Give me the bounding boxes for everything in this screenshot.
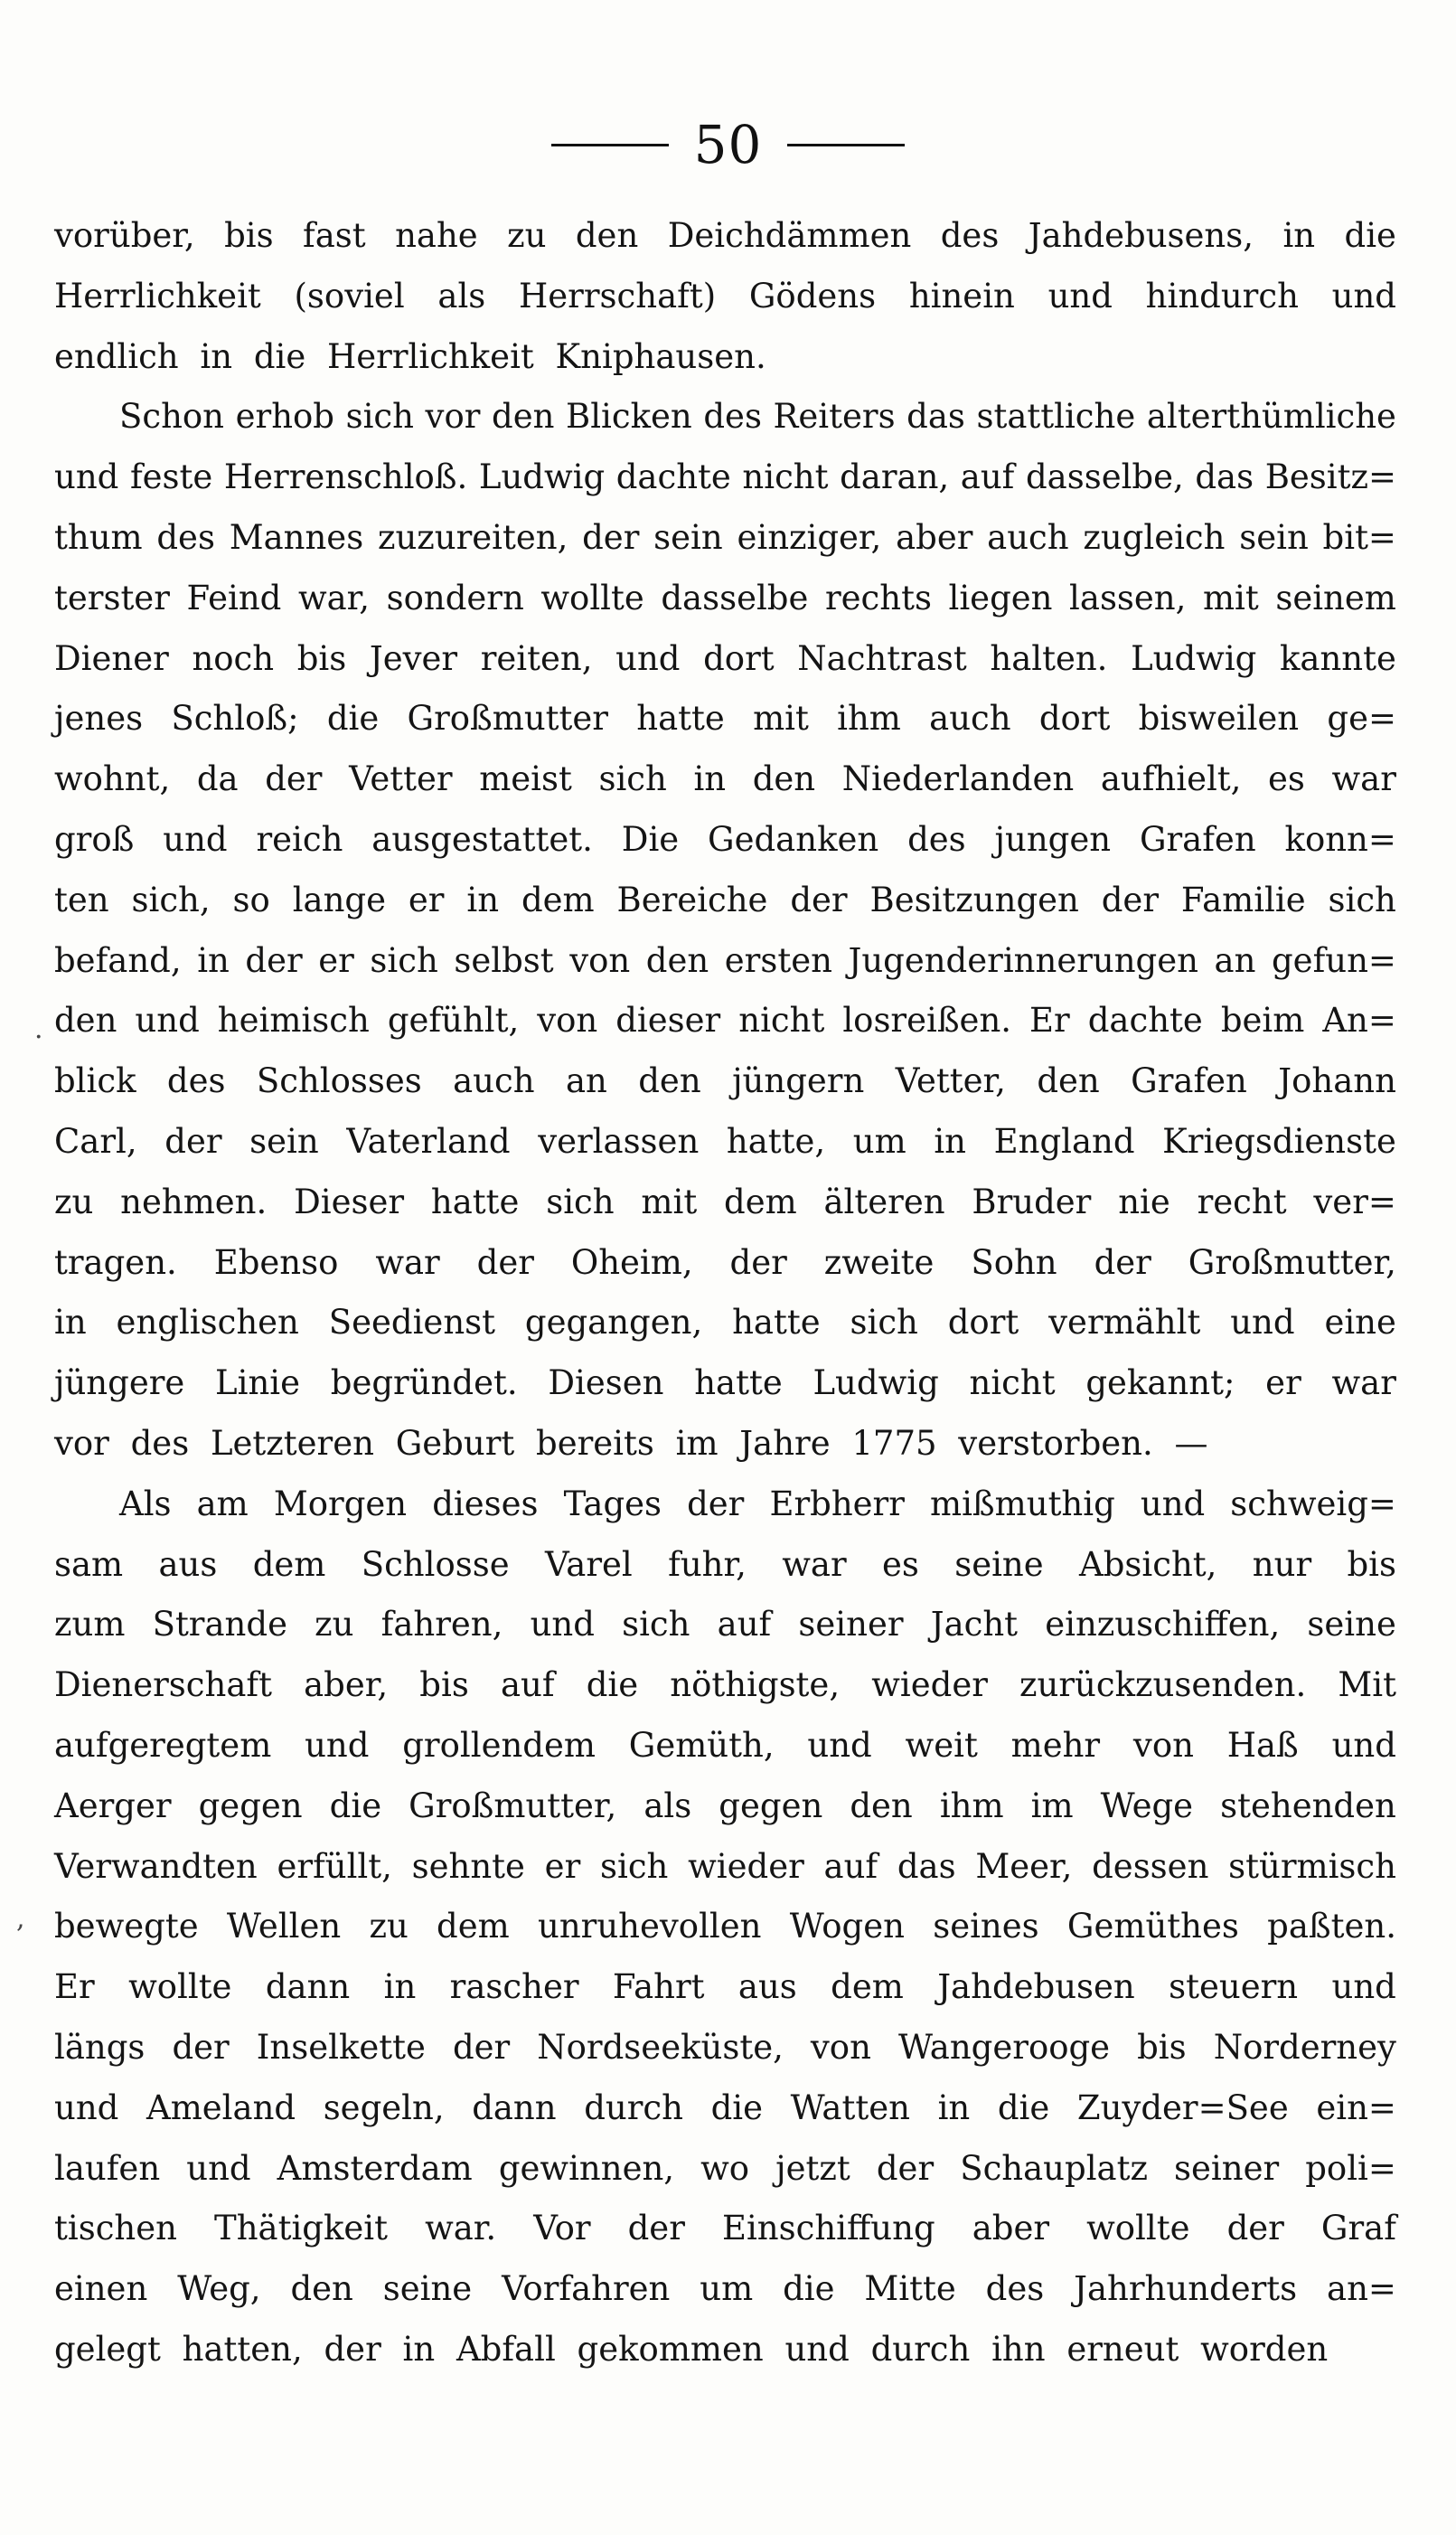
text-line: Schon erhob sich vor den Blicken des Reiters das stattliche alterthümliche bbox=[119, 397, 1396, 437]
text-line: thum des Mannes zuzureiten, der sein einziger, aber auch zugleich sein bit= bbox=[54, 517, 1396, 557]
text-line: groß und reich ausgestattet. Die Gedanken des jungen Grafen konn= bbox=[54, 819, 1396, 859]
text-line: jenes Schloß; die Großmutter hatte mit ihm auch dort bisweilen ge= bbox=[54, 699, 1396, 739]
header-rule-left bbox=[551, 144, 669, 146]
text-line: zum Strande zu fahren, und sich auf seiner Jacht einzuschiffen, seine bbox=[54, 1605, 1396, 1644]
text-line: vorüber, bis fast nahe zu den Deichdämmen des Jahdebusens, in die bbox=[54, 216, 1396, 255]
text-line: ten sich, so lange er in dem Bereiche der Besitzungen der Familie sich bbox=[54, 880, 1396, 919]
text-line: gelegt hatten, der in Abfall gekommen und durch ihn erneut worden bbox=[54, 2329, 1329, 2369]
text-line: und Ameland segeln, dann durch die Watten in die Zuyder=See ein= bbox=[54, 2087, 1396, 2127]
text-line: tischen Thätigkeit war. Vor der Einschiffung aber wollte der Graf bbox=[54, 2209, 1396, 2248]
text-line: jüngere Linie begründet. Diesen hatte Ludwig nicht gekannt; er war bbox=[54, 1363, 1396, 1403]
text-line: terster Feind war, sondern wollte dasselbe rechts liegen lassen, mit seinem bbox=[54, 578, 1396, 617]
text-line: Als am Morgen dieses Tages der Erbherr mißmuthig und schweig= bbox=[119, 1484, 1396, 1523]
text-line: tragen. Ebenso war der Oheim, der zweite Sohn der Großmutter, bbox=[54, 1242, 1396, 1282]
text-line: einen Weg, den seine Vorfahren um die Mitte des Jahrhunderts an= bbox=[54, 2269, 1396, 2309]
text-line: Herrlichkeit (soviel als Herrschaft) Gödens hinein und hindurch und bbox=[54, 276, 1396, 316]
text-line: Dienerschaft aber, bis auf die nöthigste, wieder zurückzusenden. Mit bbox=[54, 1665, 1396, 1705]
text-line: Er wollte dann in rascher Fahrt aus dem Jahdebusen steuern und bbox=[54, 1967, 1396, 2007]
text-line: endlich in die Herrlichkeit Kniphausen. bbox=[54, 336, 766, 376]
text-line: den und heimisch gefühlt, von dieser nicht losreißen. Er dachte beim An= bbox=[54, 1001, 1396, 1041]
text-line: wohnt, da der Vetter meist sich in den Niederlanden aufhielt, es war bbox=[54, 759, 1396, 799]
text-line: Diener noch bis Jever reiten, und dort Nachtrast halten. Ludwig kannte bbox=[54, 638, 1396, 678]
text-line: Carl, der sein Vaterland verlassen hatte, um in England Kriegsdienste bbox=[54, 1121, 1396, 1161]
text-line: vor des Letzteren Geburt bereits im Jahre 1775 verstorben. — bbox=[54, 1423, 1208, 1463]
body-text bbox=[54, 206, 1396, 2380]
text-line: in englischen Seedienst gegangen, hatte sich dort vermählt und eine bbox=[54, 1303, 1396, 1343]
text-line: Verwandten erfüllt, sehnte er sich wieder auf das Meer, dessen stürmisch bbox=[54, 1846, 1396, 1886]
margin-comma-mark: , bbox=[16, 1903, 25, 1935]
text-line: Aerger gegen die Großmutter, als gegen den ihm im Wege stehenden bbox=[54, 1786, 1396, 1825]
text-line: befand, in der er sich selbst von den ersten Jugenderinnerungen an gefun= bbox=[54, 940, 1396, 980]
header-rule-right bbox=[787, 144, 905, 146]
text-line: sam aus dem Schlosse Varel fuhr, war es seine Absicht, nur bis bbox=[54, 1544, 1396, 1584]
text-line: längs der Inselkette der Nordseeküste, von Wangerooge bis Norderney bbox=[54, 2027, 1396, 2067]
text-line: aufgeregtem und grollendem Gemüth, und weit mehr von Haß und bbox=[54, 1725, 1396, 1765]
text-line: und feste Herrenschloß. Ludwig dachte nicht daran, auf dasselbe, das Besitz= bbox=[54, 457, 1396, 497]
page-number: 50 bbox=[693, 114, 763, 175]
page-header bbox=[0, 108, 1456, 181]
margin-dot-mark: · bbox=[34, 1022, 43, 1053]
text-line: zu nehmen. Dieser hatte sich mit dem älteren Bruder nie recht ver= bbox=[54, 1182, 1396, 1221]
text-line: laufen und Amsterdam gewinnen, wo jetzt der Schauplatz seiner poli= bbox=[54, 2148, 1396, 2188]
text-line: blick des Schlosses auch an den jüngern Vetter, den Grafen Johann bbox=[54, 1061, 1396, 1101]
text-line: bewegte Wellen zu dem unruhevollen Wogen seines Gemüthes paßten. bbox=[54, 1907, 1396, 1946]
